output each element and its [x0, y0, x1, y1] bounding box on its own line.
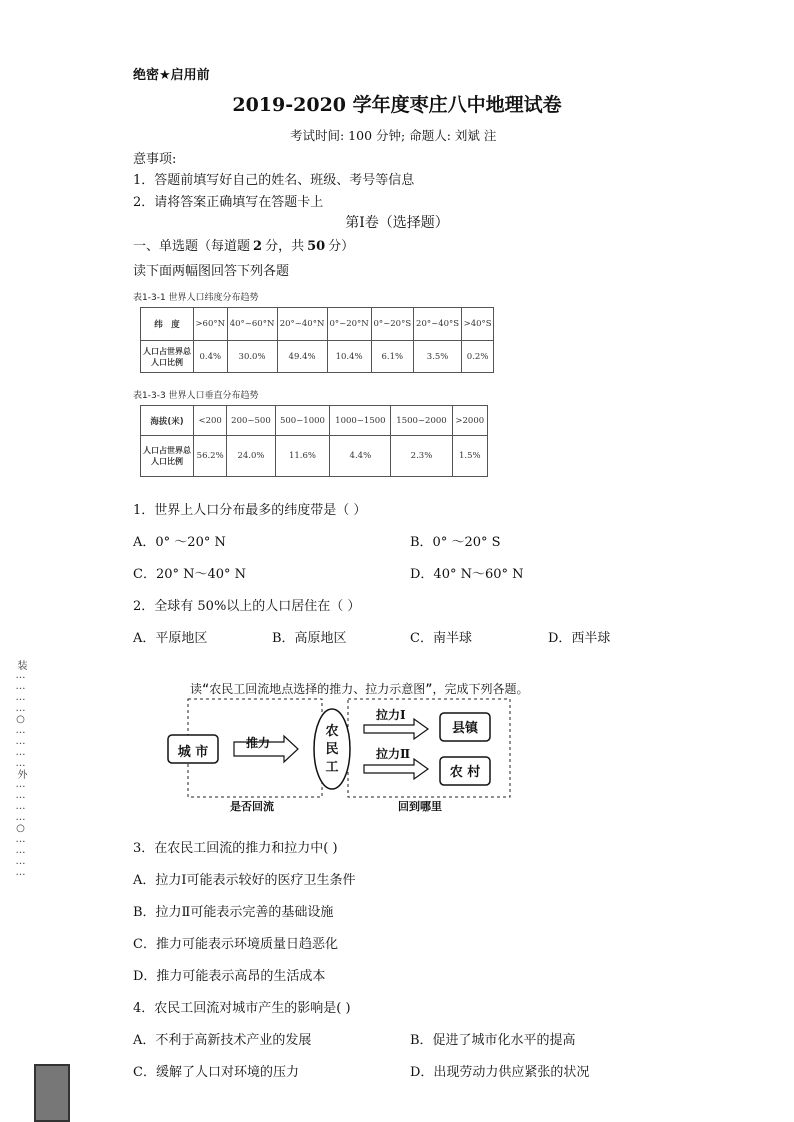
village-label: 农 村	[449, 765, 481, 780]
table1-caption: 表1-3-1 世界人口纬度分布趋势	[133, 293, 259, 303]
table1-cell: 0.2%	[462, 341, 494, 373]
points-each: 2	[253, 239, 263, 254]
q3-option-b: B．拉力Ⅱ可能表示完善的基础设施	[133, 905, 334, 920]
table1-header-cell: 20°~40°N	[277, 308, 327, 341]
altitude-table	[140, 405, 488, 477]
page-title: 2019-2020 学年度枣庄八中地理试卷	[232, 94, 562, 116]
table2-header-cell: >2000	[452, 406, 487, 436]
section-type-prefix: 一、单选题（每道题	[133, 239, 251, 254]
worker-label	[325, 723, 339, 777]
table1-header-cell: 20°~40°S	[413, 308, 461, 341]
worker-char: 农	[325, 724, 339, 739]
table1-header-cell: 40°~60°N	[227, 308, 277, 341]
section-type-suffix: 分）	[328, 239, 355, 254]
diagram-caption: 读“农民工回流地点选择的推力、拉力示意图”，完成下列各题。	[190, 682, 529, 696]
table2-header-cell: 海拔(米)	[141, 406, 194, 436]
table1-cell: 6.1%	[371, 341, 413, 373]
table2-cell: 24.0%	[227, 436, 275, 477]
table2-header-cell: 200~500	[227, 406, 275, 436]
exam-info: 考试时间: 100 分钟; 命题人: 刘斌 注	[290, 128, 497, 143]
q1-option-b: B．0° ～20° S	[410, 535, 501, 550]
binding-margin: 装…………○…………外…………○…………	[15, 660, 26, 878]
table1-header-cell: 纬 度	[141, 308, 194, 341]
table2-header-cell: <200	[194, 406, 227, 436]
latitude-table	[140, 307, 494, 373]
q2-option-b: B．高原地区	[272, 631, 347, 646]
table2-header-cell: 500~1000	[275, 406, 330, 436]
table1-header-cell: 0°~20°S	[371, 308, 413, 341]
table1-cell: 49.4%	[277, 341, 327, 373]
corner-block	[34, 1064, 70, 1122]
pull1-label: 拉力Ⅰ	[376, 708, 406, 722]
pull2-label: 拉力Ⅱ	[376, 747, 411, 761]
table2-cell: 11.6%	[275, 436, 330, 477]
q1-option-d: D．40° N～60° N	[410, 567, 524, 582]
q1-option-c: C．20° N～40° N	[133, 567, 247, 582]
table1-row-label: 人口占世界总人口比例	[141, 341, 194, 373]
q4-option-c: C．缓解了人口对环境的压力	[133, 1065, 299, 1080]
table2-cell: 2.3%	[391, 436, 452, 477]
q3-option-a: A．拉力Ⅰ可能表示较好的医疗卫生条件	[133, 873, 356, 888]
table2-cell: 4.4%	[330, 436, 391, 477]
table1-header-cell: >40°S	[462, 308, 494, 341]
note-2: 2．请将答案正确填写在答题卡上	[133, 195, 324, 210]
table1-cell: 10.4%	[327, 341, 371, 373]
q2-option-d: D．西半球	[548, 631, 611, 646]
section-type-mid: 分，共	[265, 239, 305, 254]
q2-option-a: A．平原地区	[133, 631, 208, 646]
table1-cell: 0.4%	[194, 341, 228, 373]
pull2-arrow	[364, 759, 428, 779]
q4-option-a: A．不利于高新技术产业的发展	[133, 1033, 312, 1048]
city-label: 城 市	[177, 745, 209, 760]
points-total: 50	[307, 239, 326, 254]
table2-cell: 1.5%	[452, 436, 487, 477]
table2-header-cell: 1000~1500	[330, 406, 391, 436]
table1-header-cell: >60°N	[194, 308, 228, 341]
q3-option-c: C．推力可能表示环境质量日趋恶化	[133, 937, 338, 952]
town-label: 县镇	[451, 721, 478, 736]
left-box-label: 是否回流	[230, 800, 274, 813]
push-label: 推力	[246, 736, 271, 750]
table2-cell: 56.2%	[194, 436, 227, 477]
table2-caption: 表1-3-3 世界人口垂直分布趋势	[133, 391, 259, 401]
q3-option-d: D．推力可能表示高昂的生活成本	[133, 969, 326, 984]
table2-header-cell: 1500~2000	[391, 406, 452, 436]
q2-option-c: C．南半球	[410, 631, 472, 646]
q1-stem: 1．世界上人口分布最多的纬度带是（ ）	[133, 503, 367, 518]
worker-char: 工	[325, 760, 339, 775]
instruction: 读下面两幅图回答下列各题	[133, 264, 290, 279]
section-title: 第Ⅰ卷（选择题）	[345, 215, 449, 231]
table1-cell: 3.5%	[413, 341, 461, 373]
q3-stem: 3．在农民工回流的推力和拉力中( )	[133, 841, 338, 856]
secret-mark: 绝密★启用前	[133, 68, 210, 83]
q1-option-a: A．0° ～20° N	[133, 535, 226, 550]
q4-option-b: B．促进了城市化水平的提高	[410, 1033, 576, 1048]
table1-cell: 30.0%	[227, 341, 277, 373]
q2-stem: 2．全球有 50%以上的人口居住在（ ）	[133, 599, 361, 614]
worker-char: 民	[325, 742, 339, 757]
note-1: 1．答题前填写好自己的姓名、班级、考号等信息	[133, 173, 415, 188]
table1-header-cell: 0°~20°N	[327, 308, 371, 341]
right-box-label: 回到哪里	[398, 800, 442, 813]
notice-label: 意事项:	[133, 152, 177, 167]
table2-row-label: 人口占世界总人口比例	[141, 436, 194, 477]
section-type	[133, 235, 354, 254]
q4-stem: 4．农民工回流对城市产生的影响是( )	[133, 1001, 351, 1016]
q4-option-d: D．出现劳动力供应紧张的状况	[410, 1065, 590, 1080]
